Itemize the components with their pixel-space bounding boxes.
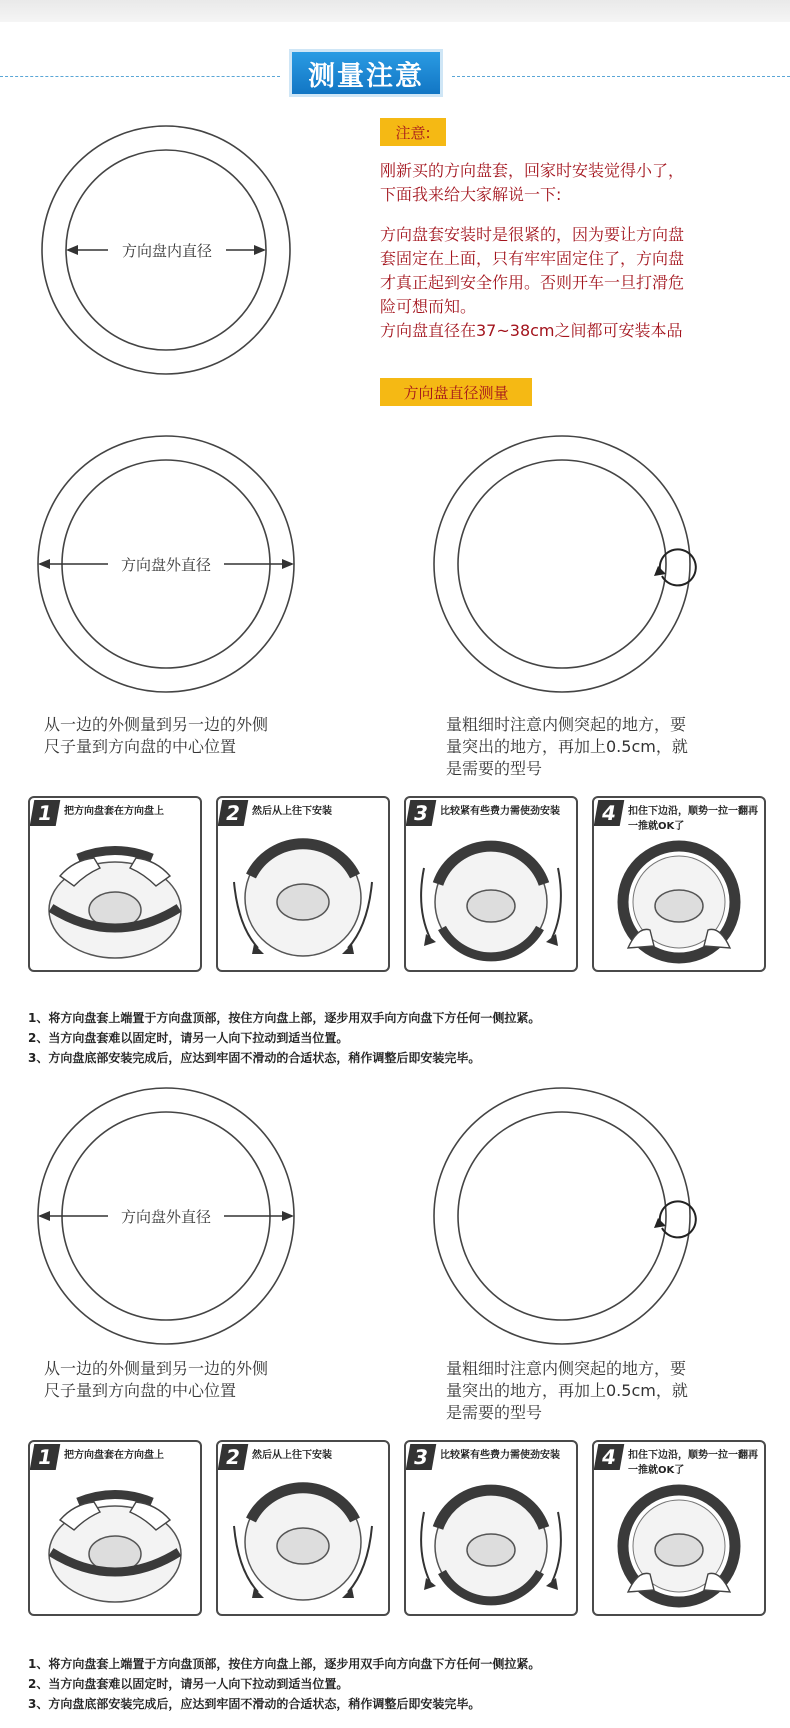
notice-tag: 注意: [380,118,446,146]
outer-measure-caption: 从一边的外侧量到另一边的外侧 尺子量到方向盘的中心位置 [44,1359,269,1400]
steering-wheel-icon [594,1442,764,1614]
thickness-diagram [432,434,712,696]
install-step-4: 4 扣住下边沿，顺势一拉一翻再一推就OK了 [592,796,766,972]
steering-wheel-icon [406,1442,576,1614]
top-band [0,0,790,22]
outer-diameter-diagram [38,1086,298,1348]
outer-diameter-label: 方向盘外直径 [120,1208,212,1226]
install-steps [28,1440,768,1614]
notice-paragraph-1: 刚新买的方向盘套，回家时安装觉得小了， 下面我来给大家解说一下: [380,161,685,204]
install-step-1: 1 把方向盘套在方向盘上 [28,1440,202,1616]
header-divider-right [452,76,790,77]
thickness-measure-caption: 量粗细时注意内侧突起的地方，要 量突出的地方，再加上0.5cm，就 是需要的型号 [446,1359,688,1422]
steering-wheel-icon [594,798,764,970]
inner-diameter-label: 方向盘内直径 [121,242,213,260]
thickness-measure-caption: 量粗细时注意内侧突起的地方，要 量突出的地方，再加上0.5cm，就 是需要的型号 [446,715,688,778]
steering-wheel-icon [30,798,200,970]
steering-wheel-icon [218,1442,388,1614]
outer-diameter-diagram [38,434,298,696]
inner-diameter-diagram [40,124,300,384]
install-step-3: 3 比较紧有些费力需使劲安装 [404,1440,578,1616]
steering-wheel-icon [406,798,576,970]
install-step-3: 3 比较紧有些费力需使劲安装 [404,796,578,972]
install-step-2: 2 然后从上往下安装 [216,796,390,972]
notice-paragraph-2: 方向盘套安装时是很紧的，因为要让方向盘 套固定在上面，只有牢牢固定住了，方向盘 才真正起到安全作用。否则开车一旦打滑危 险可想而知。 方向盘直径在37~38cm之间都可安装本品 [380,225,685,340]
outer-diameter-label: 方向盘外直径 [120,556,212,574]
measure-tag: 方向盘直径测量 [380,378,532,406]
outer-measure-caption: 从一边的外侧量到另一边的外侧 尺子量到方向盘的中心位置 [44,715,269,756]
header-divider-left [0,76,280,77]
install-step-1: 1 把方向盘套在方向盘上 [28,796,202,972]
install-step-4: 4 扣住下边沿，顺势一拉一翻再一推就OK了 [592,1440,766,1616]
install-step-2: 2 然后从上往下安装 [216,1440,390,1616]
page-title: 测量注意 [292,52,440,94]
steering-wheel-icon [30,1442,200,1614]
install-steps [28,796,768,970]
thickness-diagram [432,1086,712,1348]
install-notes: 1、将方向盘套上端置于方向盘顶部，按住方向盘上部，逐步用双手向方向盘下方任何一侧拉紧。 2、当方向盘套难以固定时，请另一人向下拉动到适当位置。 3、方向盘底部安装完成后，应达到牢固不滑动的合适状态，稍作调整后即安装完毕。 [28,1657,541,1711]
steering-wheel-icon [218,798,388,970]
install-notes: 1、将方向盘套上端置于方向盘顶部，按住方向盘上部，逐步用双手向方向盘下方任何一侧拉紧。 2、当方向盘套难以固定时，请另一人向下拉动到适当位置。 3、方向盘底部安装完成后，应达到牢固不滑动的合适状态，稍作调整后即安装完毕。 [28,1011,541,1065]
